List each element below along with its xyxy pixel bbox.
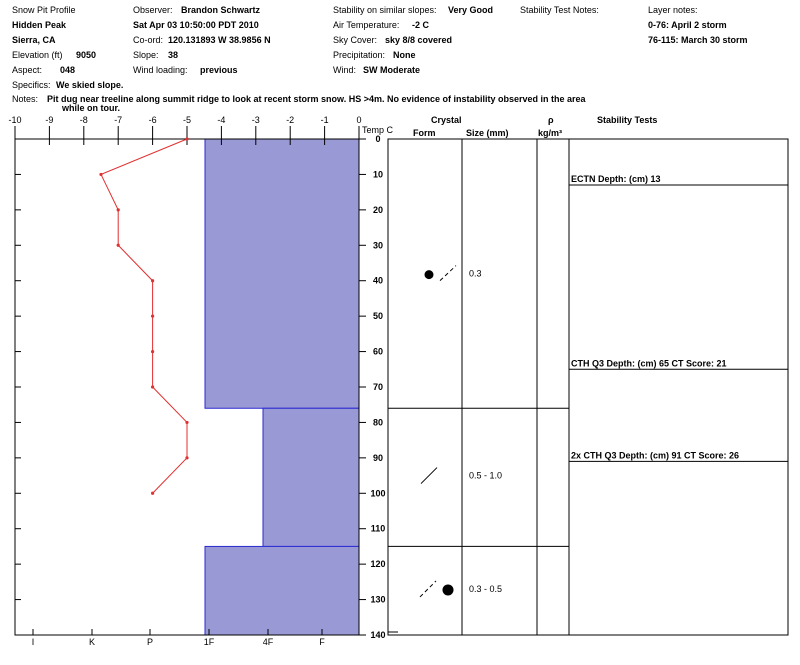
crystal-facet-icon — [421, 468, 437, 484]
hardness-tick-label: K — [88, 637, 96, 647]
depth-tick-label: 10 — [372, 169, 384, 180]
crystal-size-label: 0.3 — [469, 268, 482, 279]
aspect-label: Aspect: — [12, 65, 43, 75]
temperature-tick-label: -5 — [182, 115, 192, 125]
layer-notes-label: Layer notes: — [648, 5, 698, 15]
depth-tick-label: 90 — [372, 452, 384, 463]
temperature-point — [99, 173, 102, 176]
wind-loading-value: previous — [200, 65, 238, 75]
temperature-profile-line — [101, 139, 187, 493]
temperature-point — [151, 315, 154, 318]
temperature-tick-label: -6 — [148, 115, 157, 125]
precip-value: None — [393, 50, 416, 60]
specifics-label: Specifics: — [12, 80, 51, 90]
temperature-point — [185, 137, 188, 140]
air-temp-value: -2 C — [412, 20, 430, 30]
crystal-marks — [420, 266, 502, 597]
stability-label: Stability on similar slopes: — [333, 5, 437, 15]
coord-label: Co-ord: — [133, 35, 164, 45]
depth-tick-label: 80 — [372, 417, 384, 428]
hardness-tick-label: F — [319, 637, 325, 647]
depth-tick-label: 140 — [370, 630, 386, 640]
depth-tick-label: 50 — [372, 311, 384, 322]
temperature-point — [117, 244, 120, 247]
sky-label: Sky Cover: — [333, 35, 378, 45]
layer-note-2: 76-115: March 30 storm — [648, 35, 748, 45]
hardness-tick-label: 1F — [203, 637, 215, 647]
rho-unit-header: kg/m³ — [538, 128, 563, 138]
depth-tick-label: 110 — [370, 523, 386, 534]
rho-column-header: ρ — [548, 115, 554, 125]
temperature-tick-label: -3 — [251, 115, 260, 125]
stability-test-marks — [569, 174, 788, 461]
depth-tick-label: 100 — [370, 488, 386, 499]
wind-loading-label: Wind loading: — [133, 65, 188, 75]
layer-note-1: 0-76: April 2 storm — [648, 20, 727, 30]
hardness-tick-label: I — [31, 637, 35, 647]
depth-tick-label: 20 — [372, 204, 384, 215]
depth-tick-label: 40 — [372, 275, 384, 286]
temperature-tick-label: -8 — [79, 115, 88, 125]
temperature-tick-label: -10 — [8, 115, 22, 125]
depth-tick-label: 60 — [372, 346, 384, 357]
notes-line-2: while on tour. — [62, 103, 120, 113]
table-border — [388, 139, 788, 635]
coord-value: 120.131893 W 38.9856 N — [168, 35, 271, 45]
depth-tick-label: 30 — [372, 240, 384, 251]
temperature-point — [185, 456, 188, 459]
chart-frame — [15, 139, 788, 635]
region: Sierra, CA — [12, 35, 56, 45]
notes-label: Notes: — [12, 94, 39, 104]
temperature-point — [151, 350, 154, 353]
temperature-profile — [99, 137, 188, 494]
hardness-layers — [205, 139, 359, 635]
hardness-tick-label: 4F — [262, 637, 274, 647]
sky-value: sky 8/8 covered — [385, 35, 453, 45]
hardness-layer-bar — [205, 139, 359, 408]
temperature-tick-label: -7 — [114, 115, 123, 125]
crystal-facet-icon — [420, 581, 436, 597]
depth-tick-label: 130 — [370, 594, 386, 605]
elevation-label: Elevation (ft) — [12, 50, 63, 60]
elevation-value: 9050 — [76, 50, 97, 60]
hardness-layer-bar — [205, 546, 359, 635]
stability-test-label: CTH Q3 Depth: (cm) 65 CT Score: 21 — [571, 358, 727, 369]
specifics-value: We skied slope. — [56, 80, 124, 90]
temperature-tick-label: -1 — [320, 115, 329, 125]
crystal-facet-icon — [440, 266, 456, 281]
slope-label: Slope: — [133, 50, 159, 60]
temperature-tick-label: -4 — [217, 115, 226, 125]
stability-test-label: 2x CTH Q3 Depth: (cm) 91 CT Score: 26 — [571, 450, 740, 461]
stability-test-label: ECTN Depth: (cm) 13 — [571, 174, 661, 185]
hardness-layer-bar — [263, 408, 359, 546]
depth-tick-label: 0 — [375, 134, 381, 144]
form-column-header: Form — [413, 128, 436, 138]
depth-tick-label: 120 — [370, 559, 386, 570]
stability-notes-label: Stability Test Notes: — [520, 5, 599, 15]
precip-label: Precipitation: — [333, 50, 386, 60]
datetime: Sat Apr 03 10:50:00 PDT 2010 — [133, 20, 259, 30]
aspect-value: 048 — [60, 65, 76, 75]
wind-label: Wind: — [333, 65, 357, 75]
temperature-tick-label: 0 — [356, 115, 362, 125]
hardness-tick-label: P — [146, 637, 154, 647]
crystal-round-grain-icon — [443, 584, 454, 595]
crystal-size-label: 0.3 - 0.5 — [469, 583, 503, 594]
crystal-size-label: 0.5 - 1.0 — [469, 470, 503, 481]
crystal-round-grain-icon — [425, 270, 434, 279]
slope-value: 38 — [168, 50, 179, 60]
air-temp-label: Air Temperature: — [333, 20, 400, 30]
temperature-point — [117, 208, 120, 211]
crystal-column-header: Crystal — [431, 115, 462, 125]
stability-value: Very Good — [448, 5, 494, 15]
temperature-point — [151, 279, 154, 282]
location-name: Hidden Peak — [12, 20, 67, 30]
page-title: Snow Pit Profile — [12, 5, 76, 15]
wind-value: SW Moderate — [363, 65, 421, 75]
temperature-tick-label: -2 — [286, 115, 295, 125]
temperature-tick-label: -9 — [45, 115, 54, 125]
temp-column-header: Temp C — [362, 125, 394, 135]
stability-tests-column-header: Stability Tests — [597, 115, 658, 125]
temperature-point — [151, 385, 154, 388]
observer-value: Brandon Schwartz — [181, 5, 261, 15]
size-column-header: Size (mm) — [466, 128, 509, 138]
temperature-point — [185, 421, 188, 424]
temperature-point — [151, 492, 154, 495]
observer-label: Observer: — [133, 5, 173, 15]
depth-tick-label: 70 — [372, 382, 384, 392]
notes-line-1: Pit dug near treeline along summit ridge to look at recent storm snow. HS >4m. No evidence of instability observed in the area — [47, 94, 586, 104]
